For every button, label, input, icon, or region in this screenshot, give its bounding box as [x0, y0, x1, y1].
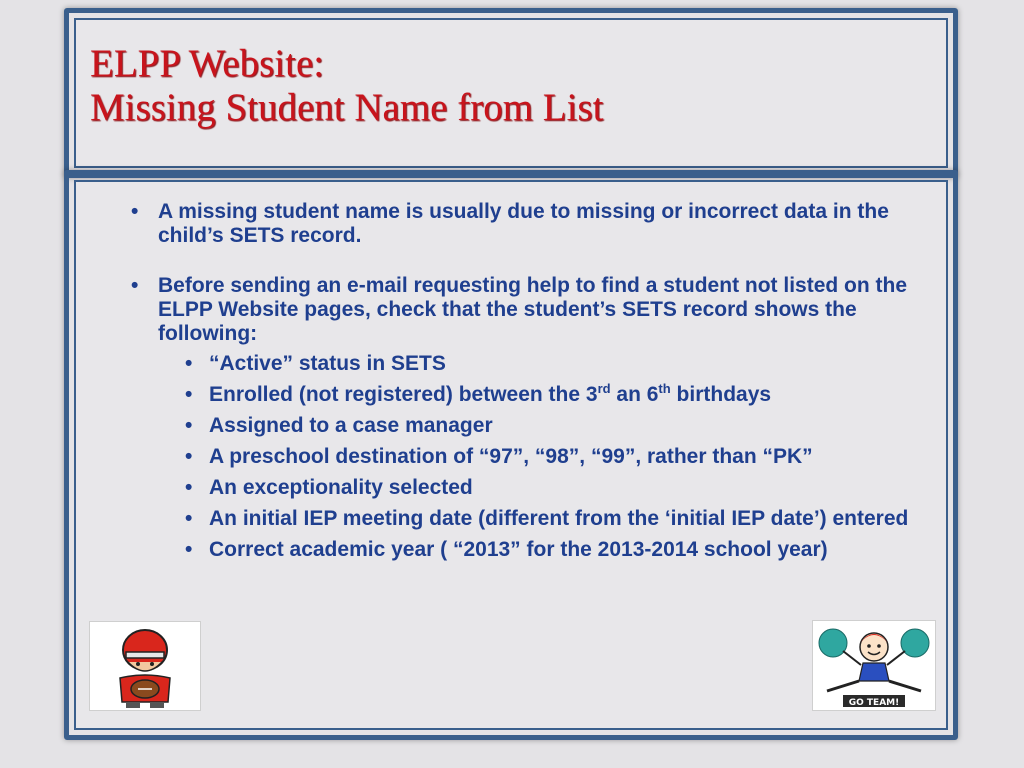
sub-sup-th: th — [658, 381, 671, 396]
cheerleader-image — [812, 620, 936, 711]
bullet-text-2: Before sending an e-mail requesting help to find a student not listed on the ELPP Website pages, check that the student’s SETS record shows the following: — [158, 274, 908, 345]
sub-bullet-list — [158, 352, 945, 562]
sub-sup-rd: rd — [597, 381, 611, 396]
sub-text-2a: Enrolled (not registered) between the 3 — [209, 383, 598, 406]
sub-bullet-item — [181, 445, 945, 469]
football-player-icon — [90, 622, 200, 710]
sub-text-2c: birthdays — [670, 383, 772, 406]
sub-text-6: An initial IEP meeting date (different from the ‘initial IEP date’) entered — [209, 507, 909, 530]
slide-title — [90, 42, 603, 130]
sub-text-7: Correct academic year ( “2013” for the 2013-2014 school year) — [209, 538, 828, 561]
bullet-item — [125, 200, 945, 248]
football-player-image — [89, 621, 201, 711]
sub-text-3: Assigned to a case manager — [209, 414, 493, 437]
sub-bullet-item — [181, 383, 945, 407]
sub-bullet-item — [181, 352, 945, 376]
sub-text-4: A preschool destination of “97”, “98”, “99”, rather than “PK” — [209, 445, 813, 468]
sub-text-5: An exceptionality selected — [209, 476, 473, 499]
sub-bullet-item — [181, 414, 945, 438]
title-frame — [64, 8, 958, 178]
sub-bullet-item — [181, 538, 945, 562]
cheerleader-icon — [813, 621, 935, 710]
sub-text-1: “Active” status in SETS — [209, 352, 446, 375]
bullet-item — [125, 274, 945, 562]
go-team-caption: GO TEAM! — [848, 698, 900, 708]
title-panel — [74, 18, 948, 168]
title-line-1: ELPP Website: — [90, 42, 325, 85]
title-line-2: Missing Student Name from List — [90, 86, 604, 129]
sub-text-2b: an 6 — [610, 383, 659, 406]
sub-bullet-item — [181, 507, 945, 531]
bullet-text-1: A missing student name is usually due to missing or incorrect data in the child’s SETS record. — [158, 200, 889, 247]
bullet-list — [125, 200, 945, 588]
sub-bullet-item — [181, 476, 945, 500]
